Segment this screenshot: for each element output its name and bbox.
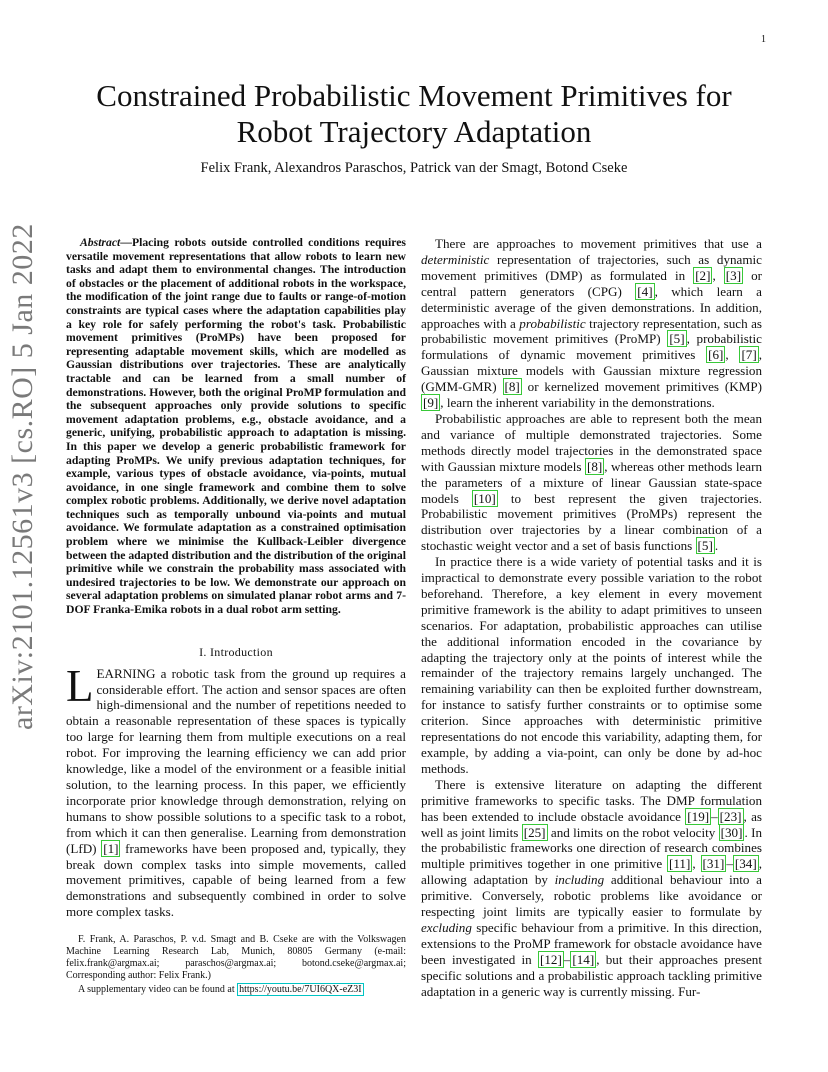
citation-link[interactable]: [34] — [734, 856, 757, 872]
text-span: , probabilistic formulations of dynamic movement primitives — [421, 331, 762, 363]
citation-link[interactable]: [30] — [720, 824, 743, 840]
citation-link[interactable]: [25] — [523, 824, 546, 840]
citation-link[interactable]: [5] — [697, 538, 713, 554]
footnotes — [66, 934, 406, 996]
author-list: Felix Frank, Alexandros Paraschos, Patrick van der Smagt, Botond Cseke — [200, 160, 628, 176]
emphasis: deterministic — [421, 251, 490, 267]
text-span: to best represent the given trajectories. Probabilistic movement primitives (ProMPs) represent the distribution over trajectories by a linear combination of a stochastic weight vector and a set of basis functions — [421, 490, 762, 554]
emphasis: probabilistic — [519, 315, 586, 331]
abstract — [66, 236, 406, 617]
citation-link[interactable]: [23] — [719, 808, 742, 824]
title-line-2: Robot Trajectory Adaptation — [236, 114, 592, 149]
citation-link[interactable]: [31] — [702, 856, 725, 872]
video-footnote-text: A supplementary video can be found at — [78, 984, 238, 996]
paper-title — [50, 78, 778, 150]
citation-link[interactable]: [8] — [504, 379, 520, 395]
paragraph-deterministic — [421, 236, 762, 411]
text-span: , as well as joint limits — [421, 808, 762, 840]
citation-link[interactable]: [19] — [687, 808, 710, 824]
text-span: and limits on the robot velocity — [547, 824, 719, 840]
page-number: 1 — [761, 34, 766, 45]
text-span: , allowing adaptation by — [421, 856, 762, 888]
citation-link[interactable]: [10] — [473, 490, 496, 506]
emphasis: excluding — [421, 919, 472, 935]
citation-link[interactable]: [5] — [669, 331, 685, 347]
paragraph-probabilistic — [421, 411, 762, 554]
text-span: . In the probabilistic frameworks one direction of research combines multiple primitives together in one primitive — [421, 824, 762, 872]
text-span: trajectory representation, such as probabilistic movement primitives (ProMP) — [421, 315, 762, 347]
abstract-text: —Placing robots outside controlled conditions requires versatile movement representations that allow robots to learn new tasks and adapt them to environmental changes. The introduction of obstacles or the placement of additional robots in the workspace, the modification of the joint range due to faults or range-of-motion constraints are typical cases where the adaptation capabilities play a key role for safely performing the robot's task. Probabilistic movement primitives (ProMPs) have been proposed for representing adaptable movement skills, which are modelled as Gaussian distributions over trajectories. These are analytically tractable and can be learned from a small number of demonstrations. However, both the original ProMP formulation and the subsequent approaches only provide solutions to specific movement adaptation problems, e.g., obstacle avoidance, and a generic, unifying, probabilistic approach to adaptation is missing. In this paper we develop a generic probabilistic framework for adapting ProMPs. We unify previous adaptation techniques, for example, various types of obstacle avoidance, via-points, mutual avoidance, in one single framework and combine them to solve complex robotic problems. Additionally, we derive novel adaptation techniques such as temporally unbound via-points and mutual avoidance. We formulate adaptation as a constrained optimisation problem where we minimise the Kullback-Leibler divergence between the adapted distribution and the distribution of the original primitive while we constrain the probability mass associated with undesired trajectories to be low. We demonstrate our approach on several adaptation problems on simulated planar robot arms and 7-DOF Franka-Emika robots in a dual robot arm setting. — [66, 236, 406, 617]
left-column — [66, 236, 406, 998]
arxiv-identifier: arXiv:2101.12561v3 [cs.RO] 5 Jan 2022 — [6, 223, 39, 730]
right-column — [421, 236, 762, 1000]
citation-link[interactable]: [7] — [741, 347, 757, 363]
drop-cap: L — [66, 660, 94, 711]
text-span: representation of trajectories, such as dynamic movement primitives (DMP) as formulated in — [421, 251, 762, 283]
text-span: , learn the inherent variability in the demonstrations. — [440, 395, 715, 411]
emphasis: including — [554, 872, 605, 888]
text-span: There are approaches to movement primitives that use a — [435, 236, 762, 251]
text-span: , — [725, 347, 740, 363]
citation-link[interactable]: [2] — [695, 267, 711, 283]
intro-text-b: frameworks have been proposed and, typically, they break down complex tasks into simple movements, called movement primitives, capable of being learned from a few demonstrations and subsequently combined in order to solve more complex tasks. — [66, 840, 406, 920]
text-span: or central pattern generators (CPG) — [421, 267, 762, 299]
text-span: , whereas other methods learn the parameters of a mixture of linear Gaussian state-space models — [421, 458, 762, 506]
text-span: , but their approaches present specific solutions and a probabilistic approach tackling primitive adaptation in a generic way is currently missing. Fur- — [421, 951, 762, 999]
citation-link[interactable]: [9] — [423, 395, 439, 411]
paragraph-practice: In practice there is a wide variety of potential tasks and it is impractical to demonstrate every possible variation to the robot beforehand. Therefore, a key element in every movement primitive framework is the ability to adapt primitives to unseen scenarios. For adaptation, probabilistic approaches can utilise the additional information encoded in the covariance by adapting the trajectory only at the points of interest while the remainder of the trajectory remains largely unchanged. The remaining variability can then be exploited further downstream, for instance to satisfy further constraints or to optimise some criterion. Since approaches with deterministic primitive representations do not encode this variability, adapting them, for example, by adding a via-point, can only be done by ad-hoc methods. — [421, 554, 762, 776]
text-span: – — [711, 808, 718, 824]
text-span: , which learn a deterministic average of the given demonstrations. In addition, approaches with a — [421, 283, 762, 331]
citation-link[interactable]: [12] — [540, 951, 562, 967]
abstract-label: Abstract — [80, 236, 121, 249]
title-line-1: Constrained Probabilistic Movement Primitives for — [96, 78, 732, 113]
video-footnote — [66, 984, 406, 996]
section-heading: I. Introduction — [199, 644, 273, 659]
text-span: specific behaviour from a primitive. In this direction, extensions to the ProMP framework for obstacle avoidance have been investigated in — [421, 919, 762, 967]
intro-small-caps: EARNING — [96, 665, 156, 681]
text-span: . — [714, 538, 719, 554]
text-span: , — [712, 267, 724, 283]
affiliation-footnote: F. Frank, A. Paraschos, P. v.d. Smagt and B. Cseke are with the Volkswagen Machine Learning Research Lab, Munich, 80805 Germany (e-mail: felix.frank@argmax.ai; paraschos@argmax.ai; botond.cseke@argmax.ai; Corresponding author: Felix Frank.) — [66, 934, 406, 982]
text-span: additional behaviour into a primitive. Conversely, robotic problems like avoidance or respecting joint limits are typically easier to formulate by — [421, 872, 762, 920]
text-span: Probabilistic approaches are able to represent both the mean and variance of multiple demonstrated trajectories. Some methods directly model trajectories in the demonstrated space with Gaussian mixture models — [421, 410, 762, 474]
text-span: There is extensive literature on adapting the different primitive frameworks to specific tasks. The DMP formulation has been extended to include obstacle avoidance — [421, 776, 762, 824]
text-span: , — [692, 856, 701, 872]
citation-link[interactable]: [6] — [708, 347, 724, 363]
citation-link[interactable]: [11] — [669, 856, 691, 872]
intro-text-a: a robotic task from the ground up requires a considerable effort. The action and sensor spaces are often high-dimensional and the number of repetitions needed to obtain a reasonable representation of these spaces is typically too large for learning them from multiple executions on a real robot. For improving the learning efficiency we can add prior knowledge, like a model of the environment or a feasible initial solution, to the learning process. In this paper, we efficiently incorporate prior knowledge through demonstration, relying on humans to show possible solutions to a specific task to a robot, from which it can then generalise. Learning from demonstration (LfD) — [66, 665, 406, 856]
citation-link[interactable]: [1] — [103, 840, 119, 856]
citation-link[interactable]: [14] — [572, 951, 595, 967]
citation-link[interactable]: [4] — [637, 283, 653, 299]
text-span: – — [726, 856, 733, 872]
text-span: or kernelized movement primitives (KMP) — [521, 379, 762, 395]
citation-link[interactable]: [3] — [725, 267, 742, 283]
text-span: – — [563, 951, 571, 967]
video-link[interactable]: https://youtu.be/7UI6QX-eZ3I — [239, 984, 362, 996]
text-span: , Gaussian mixture models with Gaussian mixture regression (GMM-GMR) — [421, 347, 762, 395]
intro-body — [66, 660, 406, 921]
paragraph-literature — [421, 777, 762, 1000]
citation-link[interactable]: [8] — [586, 458, 603, 474]
